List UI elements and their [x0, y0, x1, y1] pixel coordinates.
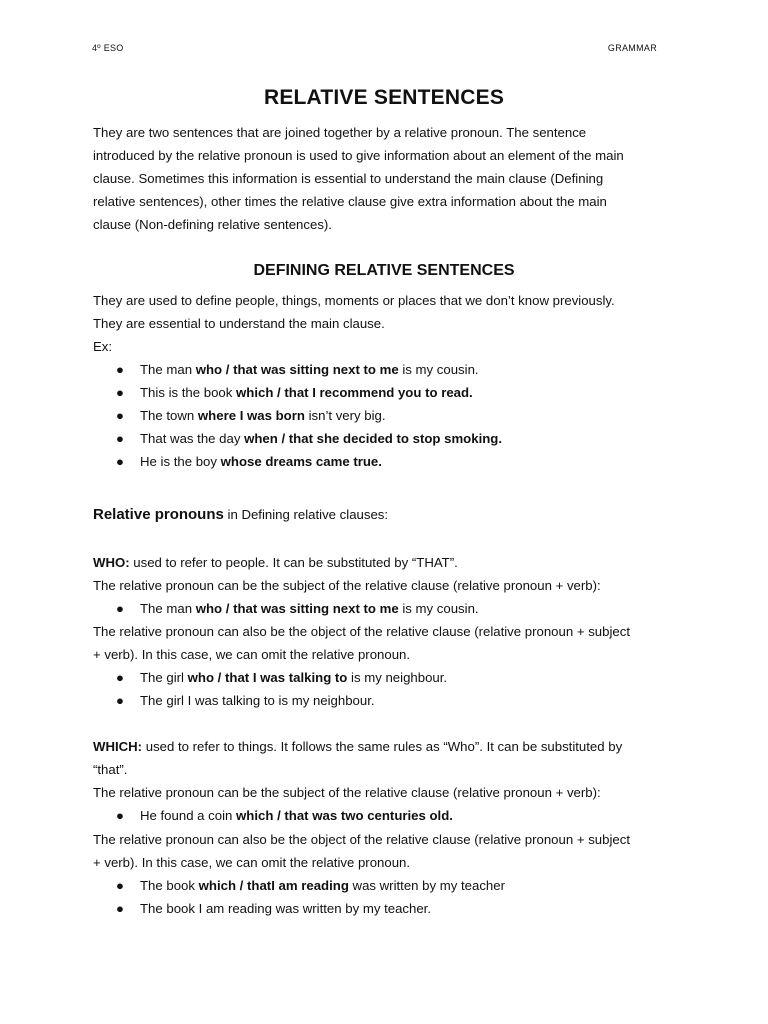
list-item — [116, 427, 502, 450]
who-object-examples — [116, 666, 447, 712]
example-text: The town — [140, 408, 198, 423]
defining-paragraph — [93, 289, 683, 358]
who-description: used to refer to people. It can be substituted by “THAT”. — [129, 555, 458, 570]
example-relative-clause: which / thatI am reading — [198, 878, 349, 893]
example-text: The girl — [140, 670, 188, 685]
bullet-icon: ● — [116, 808, 124, 823]
which-object-examples — [116, 874, 505, 920]
bullet-icon: ● — [116, 454, 124, 469]
list-item — [116, 404, 502, 427]
example-text: He found a coin — [140, 808, 237, 823]
which-subject-line: The relative pronoun can be the subject of the relative clause (relative pronoun + verb): — [93, 785, 601, 800]
header-course: 4º ESO — [92, 43, 124, 53]
intro-line: They are two sentences that are joined together by a relative pronoun. The sentence — [93, 125, 587, 140]
pronouns-heading — [93, 503, 683, 526]
which-subject-examples — [116, 804, 453, 827]
pronouns-heading-bold: Relative pronouns — [93, 506, 224, 523]
list-item — [116, 666, 447, 689]
page-title: RELATIVE SENTENCES — [263, 86, 505, 109]
bullet-icon: ● — [116, 693, 124, 708]
bullet-icon: ● — [116, 362, 124, 377]
bullet-icon: ● — [116, 431, 124, 446]
bullet-icon: ● — [116, 385, 124, 400]
defining-examples-list — [116, 358, 502, 473]
pronouns-heading-rest: in Defining relative clauses: — [223, 507, 389, 522]
bullet-icon: ● — [116, 901, 124, 916]
who-object-line: The relative pronoun can also be the object of the relative clause (relative pronoun + subject — [93, 624, 630, 639]
which-section — [93, 735, 683, 804]
example-relative-clause: who / that was sitting next to me — [195, 362, 399, 377]
bullet-icon: ● — [116, 601, 124, 616]
which-object-line: + verb). In this case, we can omit the relative pronoun. — [93, 855, 411, 870]
who-subject-line: The relative pronoun can be the subject of the relative clause (relative pronoun + verb): — [93, 578, 601, 593]
example-text: He is the boy — [140, 454, 221, 469]
intro-paragraph — [93, 121, 683, 236]
example-text: The man — [140, 601, 196, 616]
which-object-line: The relative pronoun can also be the object of the relative clause (relative pronoun + subject — [93, 832, 630, 847]
who-object-paragraph — [93, 620, 683, 666]
bullet-icon: ● — [116, 408, 124, 423]
defining-line: They are essential to understand the main clause. — [93, 316, 385, 331]
list-item — [116, 597, 479, 620]
example-text: is my neighbour. — [347, 670, 448, 685]
intro-line: relative sentences), other times the relative clause give extra information about the main — [93, 194, 607, 209]
example-relative-clause: which / that was two centuries old. — [236, 808, 453, 823]
section-heading-defining: DEFINING RELATIVE SENTENCES — [253, 262, 515, 279]
who-label: WHO: — [93, 555, 130, 570]
example-text: isn’t very big. — [304, 408, 386, 423]
list-item — [116, 874, 505, 897]
defining-line: They are used to define people, things, moments or places that we don’t know previously. — [93, 293, 615, 308]
example-relative-clause: whose dreams came true. — [220, 454, 382, 469]
example-text: The book — [140, 878, 199, 893]
list-item — [116, 358, 502, 381]
which-description: used to refer to things. It follows the same rules as “Who”. It can be substituted by — [142, 739, 623, 754]
list-item — [116, 804, 453, 827]
example-relative-clause: who / that was sitting next to me — [195, 601, 399, 616]
example-text: The book I am reading was written by my teacher. — [140, 901, 431, 916]
who-section — [93, 551, 683, 597]
who-subject-examples — [116, 597, 479, 620]
example-relative-clause: where I was born — [197, 408, 305, 423]
example-relative-clause: which / that I recommend you to read. — [236, 385, 473, 400]
list-item — [116, 450, 502, 473]
intro-line: clause. Sometimes this information is essential to understand the main clause (Defining — [93, 171, 604, 186]
example-text: was written by my teacher — [348, 878, 505, 893]
header-subject: GRAMMAR — [607, 43, 657, 53]
example-label: Ex: — [93, 339, 113, 354]
bullet-icon: ● — [116, 878, 124, 893]
example-text: That was the day — [140, 431, 245, 446]
example-text: is my cousin. — [398, 362, 479, 377]
who-object-line: + verb). In this case, we can omit the relative pronoun. — [93, 647, 411, 662]
example-text: is my cousin. — [398, 601, 479, 616]
example-text: The girl I was talking to is my neighbour. — [140, 693, 375, 708]
which-label: WHICH: — [93, 739, 143, 754]
intro-line: clause (Non-defining relative sentences). — [93, 217, 332, 232]
which-object-paragraph — [93, 828, 683, 874]
bullet-icon: ● — [116, 670, 124, 685]
list-item — [116, 689, 447, 712]
example-text: The man — [140, 362, 196, 377]
which-description-cont: “that”. — [93, 762, 128, 777]
list-item — [116, 381, 502, 404]
list-item — [116, 897, 505, 920]
example-relative-clause: who / that I was talking to — [187, 670, 348, 685]
example-text: This is the book — [140, 385, 237, 400]
intro-line: introduced by the relative pronoun is used to give information about an element of the main — [93, 148, 624, 163]
example-relative-clause: when / that she decided to stop smoking. — [244, 431, 503, 446]
